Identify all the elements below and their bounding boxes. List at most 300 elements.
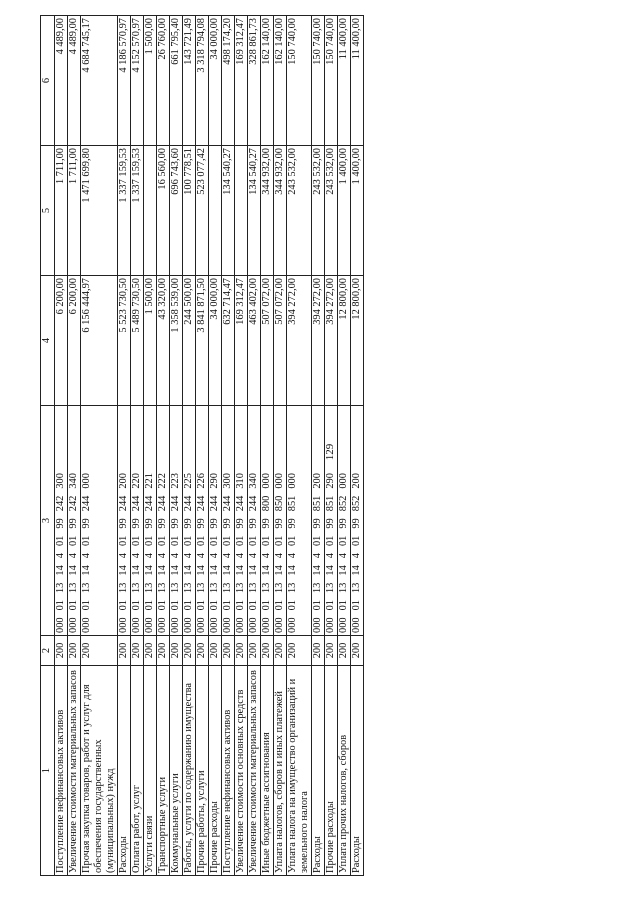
row-value-6: 11 400,00	[351, 16, 364, 146]
table-row	[274, 16, 287, 876]
code-segment: 4	[312, 553, 323, 559]
code-segment: 14	[235, 565, 246, 576]
code-segment: 14	[144, 565, 155, 576]
row-line-code: 200	[351, 636, 364, 666]
table-row	[131, 16, 144, 876]
row-value-5: 1 471 699,80	[81, 146, 118, 276]
row-budget-code	[312, 406, 325, 636]
code-segment: 14	[325, 565, 336, 576]
row-budget-code	[351, 406, 364, 636]
code-segment: 000	[118, 617, 129, 633]
code-segment: 244	[196, 495, 207, 512]
table-row	[144, 16, 157, 876]
table-row	[351, 16, 364, 876]
row-line-code: 200	[170, 636, 183, 666]
code-segment: 000	[144, 617, 155, 633]
row-value-5: 344 932,00	[274, 146, 287, 276]
code-segment: 000	[261, 617, 272, 633]
row-line-code: 200	[55, 636, 68, 666]
code-segment: 99	[261, 518, 272, 529]
row-line-code: 200	[287, 636, 312, 666]
header-col-6: 6	[41, 16, 55, 146]
code-segment: 852	[338, 495, 349, 512]
row-value-5	[144, 146, 157, 276]
code-segment: 01	[209, 535, 220, 547]
code-segment: 01	[351, 535, 362, 547]
row-value-5: 523 077,42	[196, 146, 209, 276]
row-line-code: 200	[261, 636, 274, 666]
code-segment: 14	[351, 565, 362, 576]
code-segment: 310	[235, 473, 246, 489]
table-row	[312, 16, 325, 876]
code-segment: 244	[131, 495, 142, 512]
row-value-4: 43 320,00	[157, 276, 170, 406]
code-segment: 01	[196, 535, 207, 547]
code-segment: 01	[312, 600, 323, 611]
code-segment: 01	[55, 600, 66, 611]
code-segment: 01	[55, 535, 66, 547]
code-segment: 000	[261, 473, 272, 489]
row-line-code: 200	[235, 636, 248, 666]
code-segment: 000	[131, 617, 142, 633]
code-segment: 01	[325, 600, 336, 611]
row-line-code: 200	[183, 636, 196, 666]
code-segment: 300	[222, 473, 233, 489]
code-segment: 000	[68, 617, 79, 633]
row-budget-code	[248, 406, 261, 636]
code-segment: 14	[338, 565, 349, 576]
code-segment: 99	[196, 518, 207, 529]
row-value-5: 1 400,00	[338, 146, 351, 276]
code-segment: 13	[170, 582, 181, 594]
code-segment: 244	[248, 495, 259, 512]
code-segment: 14	[157, 565, 168, 576]
code-segment: 13	[68, 582, 79, 594]
row-value-5: 134 540,27	[222, 146, 235, 276]
code-segment: 244	[118, 495, 129, 512]
code-segment: 000	[338, 473, 349, 489]
row-name: Услуги связи	[144, 666, 157, 876]
row-value-4: 169 312,47	[235, 276, 248, 406]
code-segment: 99	[118, 518, 129, 529]
row-value-6: 169 312,47	[235, 16, 248, 146]
code-segment: 99	[68, 518, 79, 529]
code-segment: 01	[170, 600, 181, 611]
code-segment: 000	[196, 617, 207, 633]
table-row	[157, 16, 170, 876]
code-segment: 222	[157, 473, 168, 489]
code-segment: 13	[183, 582, 194, 594]
row-budget-code	[118, 406, 131, 636]
code-segment: 13	[55, 582, 66, 594]
row-name: Увеличение стоимости материальных запасов	[68, 666, 81, 876]
code-segment: 000	[81, 473, 92, 489]
code-segment: 000	[170, 617, 181, 633]
row-line-code: 200	[81, 636, 118, 666]
code-segment: 000	[209, 617, 220, 633]
row-value-5: 1 337 159,53	[118, 146, 131, 276]
code-segment: 4	[81, 553, 92, 559]
code-segment: 000	[325, 617, 336, 633]
code-segment: 01	[118, 535, 129, 547]
code-segment: 14	[81, 565, 92, 576]
row-line-code: 200	[196, 636, 209, 666]
code-segment: 4	[261, 553, 272, 559]
row-budget-code	[170, 406, 183, 636]
code-segment: 244	[222, 495, 233, 512]
code-segment: 000	[312, 617, 323, 633]
code-segment: 01	[235, 600, 246, 611]
code-segment: 244	[183, 495, 194, 512]
row-value-5: 1 400,00	[351, 146, 364, 276]
code-segment: 244	[81, 495, 92, 512]
header-col-3: 3	[41, 406, 55, 636]
code-segment: 13	[157, 582, 168, 594]
row-value-4: 34 000,00	[209, 276, 222, 406]
row-budget-code	[222, 406, 235, 636]
row-name: Поступление нефинансовых активов	[55, 666, 68, 876]
code-segment: 99	[287, 518, 298, 529]
row-budget-code	[287, 406, 312, 636]
code-segment: 01	[157, 600, 168, 611]
table-row	[248, 16, 261, 876]
code-segment: 01	[131, 600, 142, 611]
code-segment: 4	[68, 553, 79, 559]
row-value-5: 16 560,00	[157, 146, 170, 276]
code-segment: 99	[351, 518, 362, 529]
code-segment: 13	[325, 582, 336, 594]
code-segment: 14	[196, 565, 207, 576]
code-segment: 14	[68, 565, 79, 576]
code-segment: 223	[170, 473, 181, 489]
table-row	[287, 16, 312, 876]
row-value-6: 3 318 794,08	[196, 16, 209, 146]
row-value-4: 6 156 444,97	[81, 276, 118, 406]
row-value-6: 26 760,00	[157, 16, 170, 146]
code-segment: 99	[81, 518, 92, 529]
code-segment: 4	[170, 553, 181, 559]
row-line-code: 200	[209, 636, 222, 666]
row-value-5: 243 532,00	[287, 146, 312, 276]
table-row	[222, 16, 235, 876]
code-segment: 01	[157, 535, 168, 547]
row-value-6: 150 740,00	[287, 16, 312, 146]
code-segment: 14	[312, 565, 323, 576]
code-segment: 300	[55, 473, 66, 489]
code-segment: 01	[287, 535, 298, 547]
row-value-4: 394 272,00	[312, 276, 325, 406]
code-segment: 01	[170, 535, 181, 547]
code-segment: 01	[338, 535, 349, 547]
code-segment: 200	[312, 473, 323, 489]
row-value-5: 1 711,00	[55, 146, 68, 276]
code-segment: 01	[351, 600, 362, 611]
row-value-4: 507 072,00	[261, 276, 274, 406]
row-name: Коммунальные услуги	[170, 666, 183, 876]
code-segment: 99	[183, 518, 194, 529]
code-segment: 000	[338, 617, 349, 633]
code-segment: 13	[287, 582, 298, 594]
code-segment: 01	[183, 535, 194, 547]
code-segment: 200	[351, 473, 362, 489]
code-segment: 244	[235, 495, 246, 512]
row-value-5: 344 932,00	[261, 146, 274, 276]
code-segment: 13	[248, 582, 259, 594]
code-segment: 13	[261, 582, 272, 594]
row-value-6: 4 152 570,97	[131, 16, 144, 146]
row-value-6: 328 861,73	[248, 16, 261, 146]
code-segment: 13	[274, 582, 285, 594]
code-segment: 13	[235, 582, 246, 594]
code-segment: 99	[222, 518, 233, 529]
code-segment: 4	[248, 553, 259, 559]
row-value-4: 1 358 539,00	[170, 276, 183, 406]
row-name: Поступление нефинансовых активов	[222, 666, 235, 876]
table-row	[325, 16, 338, 876]
table-row	[338, 16, 351, 876]
table-row	[235, 16, 248, 876]
code-segment: 851	[287, 495, 298, 512]
code-segment: 13	[312, 582, 323, 594]
code-segment: 99	[274, 518, 285, 529]
code-segment: 14	[131, 565, 142, 576]
code-segment: 000	[287, 617, 298, 633]
row-value-6: 4 489,00	[55, 16, 68, 146]
row-value-4: 3 841 871,50	[196, 276, 209, 406]
code-segment: 221	[144, 473, 155, 489]
row-value-6: 1 500,00	[144, 16, 157, 146]
code-segment: 000	[287, 473, 298, 489]
rotated-report	[40, 16, 600, 876]
code-segment: 01	[222, 535, 233, 547]
code-segment: 242	[68, 495, 79, 512]
code-segment: 01	[81, 600, 92, 611]
code-segment: 000	[235, 617, 246, 633]
code-segment: 01	[235, 535, 246, 547]
row-value-5: 134 540,27	[248, 146, 261, 276]
code-segment: 14	[261, 565, 272, 576]
row-budget-code	[235, 406, 248, 636]
row-budget-code	[261, 406, 274, 636]
code-segment: 4	[325, 553, 336, 559]
row-budget-code	[325, 406, 338, 636]
code-segment: 000	[55, 617, 66, 633]
code-segment: 14	[248, 565, 259, 576]
code-segment: 4	[338, 553, 349, 559]
table-row	[55, 16, 68, 876]
code-segment: 244	[144, 495, 155, 512]
row-value-6: 34 000,00	[209, 16, 222, 146]
code-segment: 01	[118, 600, 129, 611]
row-value-6: 150 740,00	[312, 16, 325, 146]
code-segment: 290	[209, 473, 220, 489]
code-segment: 226	[196, 473, 207, 489]
row-line-code: 200	[248, 636, 261, 666]
row-budget-code	[196, 406, 209, 636]
code-segment: 851	[312, 495, 323, 512]
code-segment: 225	[183, 473, 194, 489]
code-segment: 340	[248, 473, 259, 489]
code-segment: 99	[235, 518, 246, 529]
table-row	[170, 16, 183, 876]
page-number: 129	[324, 443, 336, 461]
row-value-4: 5 523 730,50	[118, 276, 131, 406]
code-segment: 340	[68, 473, 79, 489]
code-segment: 4	[222, 553, 233, 559]
code-segment: 13	[351, 582, 362, 594]
row-name: Увеличение стоимости основных средств	[235, 666, 248, 876]
row-name: Оплата работ, услуг	[131, 666, 144, 876]
row-line-code: 200	[68, 636, 81, 666]
row-value-4: 244 500,00	[183, 276, 196, 406]
code-segment: 4	[157, 553, 168, 559]
code-segment: 01	[209, 600, 220, 611]
code-segment: 4	[235, 553, 246, 559]
row-value-6: 498 174,20	[222, 16, 235, 146]
row-line-code: 200	[338, 636, 351, 666]
row-value-6: 143 721,49	[183, 16, 196, 146]
table-row	[68, 16, 81, 876]
code-segment: 220	[131, 473, 142, 489]
code-segment: 99	[144, 518, 155, 529]
code-segment: 13	[209, 582, 220, 594]
code-segment: 4	[183, 553, 194, 559]
code-segment: 01	[196, 600, 207, 611]
row-value-4: 394 272,00	[287, 276, 312, 406]
row-name: Расходы	[118, 666, 131, 876]
row-line-code: 200	[325, 636, 338, 666]
row-value-4: 6 200,00	[68, 276, 81, 406]
code-segment: 14	[274, 565, 285, 576]
row-value-4: 507 072,00	[274, 276, 287, 406]
code-segment: 200	[118, 473, 129, 489]
code-segment: 4	[55, 553, 66, 559]
row-line-code: 200	[312, 636, 325, 666]
code-segment: 13	[196, 582, 207, 594]
row-budget-code	[338, 406, 351, 636]
table-row	[209, 16, 222, 876]
code-segment: 01	[274, 535, 285, 547]
code-segment: 4	[274, 553, 285, 559]
code-segment: 01	[68, 600, 79, 611]
header-col-5: 5	[41, 146, 55, 276]
code-segment: 244	[157, 495, 168, 512]
code-segment: 99	[55, 518, 66, 529]
code-segment: 99	[209, 518, 220, 529]
row-name: Прочие расходы	[209, 666, 222, 876]
row-budget-code	[183, 406, 196, 636]
table-body	[55, 16, 364, 876]
row-value-5	[235, 146, 248, 276]
row-budget-code	[274, 406, 287, 636]
table-row	[261, 16, 274, 876]
row-value-5: 1 711,00	[68, 146, 81, 276]
code-segment: 13	[131, 582, 142, 594]
code-segment: 99	[338, 518, 349, 529]
row-budget-code	[68, 406, 81, 636]
row-name: Прочие расходы	[325, 666, 338, 876]
code-segment: 000	[274, 473, 285, 489]
code-segment: 01	[325, 535, 336, 547]
row-line-code: 200	[131, 636, 144, 666]
row-line-code: 200	[222, 636, 235, 666]
row-budget-code	[81, 406, 118, 636]
code-segment: 14	[209, 565, 220, 576]
code-segment: 000	[157, 617, 168, 633]
code-segment: 01	[144, 600, 155, 611]
row-name: Работы, услуги по содержанию имущества	[183, 666, 196, 876]
code-segment: 99	[170, 518, 181, 529]
code-segment: 99	[157, 518, 168, 529]
code-segment: 000	[351, 617, 362, 633]
row-budget-code	[157, 406, 170, 636]
code-segment: 01	[68, 535, 79, 547]
code-segment: 14	[118, 565, 129, 576]
row-value-4: 12 800,00	[338, 276, 351, 406]
code-segment: 4	[131, 553, 142, 559]
table-row	[81, 16, 118, 876]
code-segment: 01	[144, 535, 155, 547]
row-name: Расходы	[351, 666, 364, 876]
row-budget-code	[209, 406, 222, 636]
code-segment: 000	[81, 617, 92, 633]
code-segment: 01	[183, 600, 194, 611]
table-row	[183, 16, 196, 876]
code-segment: 242	[55, 495, 66, 512]
code-segment: 01	[338, 600, 349, 611]
code-segment: 14	[55, 565, 66, 576]
row-value-4: 463 402,00	[248, 276, 261, 406]
code-segment: 850	[274, 495, 285, 512]
row-name: Уплата налогов, сборов и иных платежей	[274, 666, 287, 876]
row-value-4: 632 714,47	[222, 276, 235, 406]
row-value-5	[209, 146, 222, 276]
code-segment: 4	[118, 553, 129, 559]
row-line-code: 200	[157, 636, 170, 666]
row-value-4: 1 500,00	[144, 276, 157, 406]
row-name: Иные бюджетные ассигнования	[261, 666, 274, 876]
code-segment: 99	[325, 518, 336, 529]
code-segment: 290	[325, 473, 336, 489]
code-segment: 01	[131, 535, 142, 547]
row-value-6: 162 140,00	[261, 16, 274, 146]
row-name: Прочие работы, услуги	[196, 666, 209, 876]
table-row	[196, 16, 209, 876]
row-value-5: 243 532,00	[312, 146, 325, 276]
row-value-6: 11 400,00	[338, 16, 351, 146]
row-value-6: 4 489,00	[68, 16, 81, 146]
code-segment: 01	[274, 600, 285, 611]
code-segment: 99	[312, 518, 323, 529]
row-name: Уплата прочих налогов, сборов	[338, 666, 351, 876]
code-segment: 4	[351, 553, 362, 559]
code-segment: 14	[287, 565, 298, 576]
row-value-6: 150 740,00	[325, 16, 338, 146]
code-segment: 852	[351, 495, 362, 512]
row-line-code: 200	[118, 636, 131, 666]
row-value-6: 162 140,00	[274, 16, 287, 146]
code-segment: 14	[170, 565, 181, 576]
code-segment: 4	[209, 553, 220, 559]
row-budget-code	[131, 406, 144, 636]
row-name: Прочая закупка товаров, работ и услуг для обеспечения государственных (муниципальных) нужд	[81, 666, 118, 876]
row-value-4: 12 800,00	[351, 276, 364, 406]
row-value-6: 4 684 745,17	[81, 16, 118, 146]
code-segment: 800	[261, 495, 272, 512]
code-segment: 01	[222, 600, 233, 611]
code-segment: 13	[118, 582, 129, 594]
row-budget-code	[55, 406, 68, 636]
